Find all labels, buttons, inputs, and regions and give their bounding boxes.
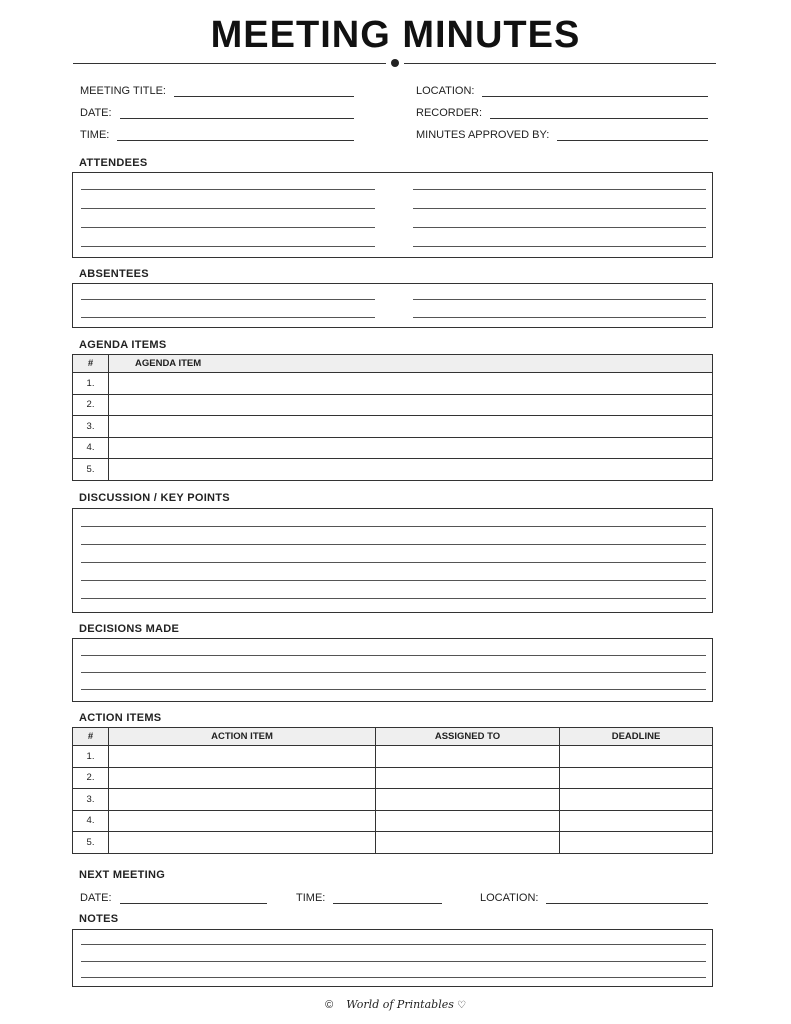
deadline-cell[interactable] [560,746,713,768]
recorder-line[interactable] [490,109,708,119]
attendee-line[interactable] [81,208,375,209]
next-date-field[interactable] [80,890,267,904]
action-item-cell[interactable] [109,789,376,811]
deadline-cell[interactable] [560,789,713,811]
decision-line[interactable] [81,655,706,656]
decision-line[interactable] [81,672,706,673]
absentees-box[interactable] [72,283,713,328]
action-header-row [73,728,713,746]
absentee-line[interactable] [81,299,375,300]
agenda-col-number: # [73,355,109,373]
table-row [73,767,713,789]
table-row [73,746,713,768]
deadline-cell[interactable] [560,767,713,789]
decisions-heading: DECISIONS MADE [79,623,180,635]
absentees-heading: ABSENTEES [79,268,149,280]
attendee-line[interactable] [81,246,375,247]
action-items-heading: ACTION ITEMS [79,712,162,724]
assigned-to-cell[interactable] [376,789,560,811]
attendee-line[interactable] [413,189,706,190]
row-number: 2. [73,767,109,789]
absentee-line[interactable] [413,299,706,300]
meeting-title-field[interactable] [80,83,354,97]
table-row [73,373,713,395]
title-divider-dot [391,59,399,67]
location-label: LOCATION: [416,85,475,97]
agenda-col-item: AGENDA ITEM [109,355,713,373]
next-location-label: LOCATION: [480,892,539,904]
row-number: 1. [73,373,109,395]
table-row [73,832,713,854]
date-label: DATE: [80,107,112,119]
notes-box[interactable] [72,929,713,987]
title-divider-left [73,63,386,64]
attendee-line[interactable] [81,189,375,190]
discussion-line[interactable] [81,580,706,581]
next-time-label: TIME: [296,892,326,904]
next-time-line[interactable] [333,894,442,904]
notes-heading: NOTES [79,913,119,925]
date-line[interactable] [120,109,354,119]
time-line[interactable] [117,131,354,141]
deadline-cell[interactable] [560,832,713,854]
row-number: 3. [73,416,109,438]
attendee-line[interactable] [81,227,375,228]
discussion-line[interactable] [81,526,706,527]
agenda-item-cell[interactable] [109,459,713,481]
recorder-field[interactable] [416,105,708,119]
table-row [73,789,713,811]
discussion-line[interactable] [81,598,706,599]
notes-line[interactable] [81,944,706,945]
location-field[interactable] [416,83,708,97]
notes-line[interactable] [81,961,706,962]
assigned-to-cell[interactable] [376,810,560,832]
action-col-deadline: DEADLINE [560,728,713,746]
next-date-line[interactable] [120,894,267,904]
discussion-heading: DISCUSSION / KEY POINTS [79,492,230,504]
next-location-field[interactable] [480,890,708,904]
attendee-line[interactable] [413,246,706,247]
recorder-label: RECORDER: [416,107,483,119]
agenda-item-cell[interactable] [109,394,713,416]
row-number: 3. [73,789,109,811]
next-time-field[interactable] [296,890,442,904]
footer [0,998,791,1011]
table-row [73,416,713,438]
attendees-heading: ATTENDEES [79,157,148,169]
deadline-cell[interactable] [560,810,713,832]
attendee-line[interactable] [413,208,706,209]
heart-icon: ♡ [456,1000,466,1011]
agenda-item-cell[interactable] [109,416,713,438]
next-location-line[interactable] [546,894,708,904]
time-label: TIME: [80,129,110,141]
next-meeting-heading: NEXT MEETING [79,869,166,881]
agenda-table [72,354,713,481]
decision-line[interactable] [81,689,706,690]
meeting-title-label: MEETING TITLE: [80,85,166,97]
absentee-line[interactable] [413,317,706,318]
location-line[interactable] [482,87,708,97]
date-field[interactable] [80,105,354,119]
action-item-cell[interactable] [109,746,376,768]
absentee-line[interactable] [81,317,375,318]
brand-logo: World of Printables [346,998,454,1011]
action-items-table [72,727,713,854]
title-divider-right [404,63,716,64]
action-col-assigned: ASSIGNED TO [376,728,560,746]
row-number: 4. [73,437,109,459]
time-field[interactable] [80,127,354,141]
agenda-item-cell[interactable] [109,373,713,395]
copyright-symbol: © [325,999,334,1011]
assigned-to-cell[interactable] [376,767,560,789]
row-number: 5. [73,832,109,854]
agenda-header-row [73,355,713,373]
action-item-cell[interactable] [109,832,376,854]
attendee-line[interactable] [413,227,706,228]
meeting-title-line[interactable] [174,87,354,97]
attendees-box[interactable] [72,172,713,258]
table-row [73,810,713,832]
table-row [73,459,713,481]
assigned-to-cell[interactable] [376,832,560,854]
action-item-cell[interactable] [109,810,376,832]
action-item-cell[interactable] [109,767,376,789]
action-col-item: ACTION ITEM [109,728,376,746]
minutes-approved-line[interactable] [557,131,708,141]
assigned-to-cell[interactable] [376,746,560,768]
next-date-label: DATE: [80,892,112,904]
row-number: 4. [73,810,109,832]
decisions-box[interactable] [72,638,713,702]
minutes-approved-field[interactable] [416,127,708,141]
notes-line[interactable] [81,977,706,978]
action-col-number: # [73,728,109,746]
agenda-heading: AGENDA ITEMS [79,339,167,351]
table-row [73,437,713,459]
discussion-box[interactable] [72,508,713,613]
row-number: 5. [73,459,109,481]
page-title: MEETING MINUTES [210,14,581,56]
agenda-item-cell[interactable] [109,437,713,459]
minutes-approved-label: MINUTES APPROVED BY: [416,129,550,141]
table-row [73,394,713,416]
row-number: 1. [73,746,109,768]
discussion-line[interactable] [81,544,706,545]
row-number: 2. [73,394,109,416]
discussion-line[interactable] [81,562,706,563]
